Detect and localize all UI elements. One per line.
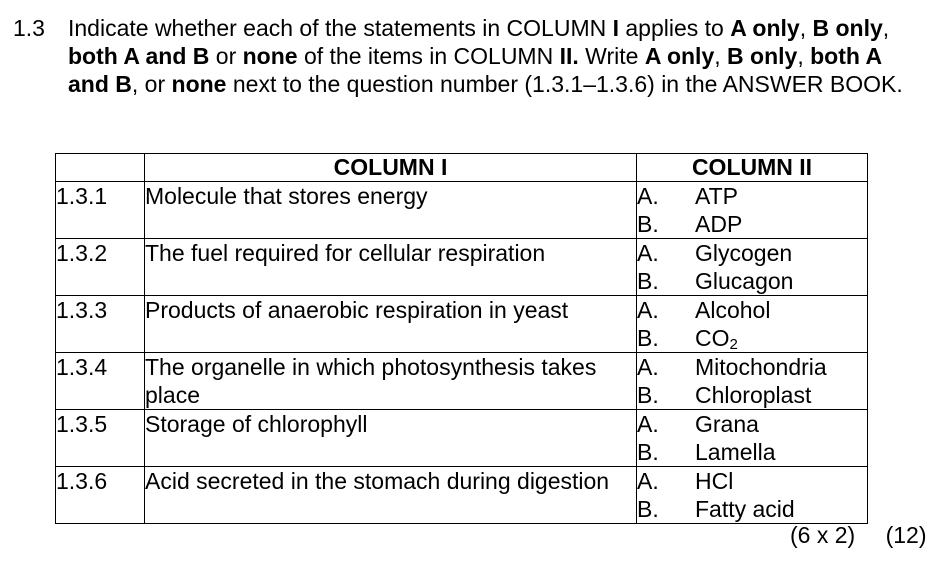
table-row <box>56 296 868 353</box>
marks-allocation <box>790 521 926 549</box>
row-number: 1.3.2 <box>56 239 145 296</box>
instruction-fragment: next to the question number (1.3.1–1.3.6) in the ANSWER BOOK. <box>226 71 903 97</box>
options-cell <box>637 467 868 524</box>
table-row <box>56 353 868 410</box>
instruction-fragment: , <box>714 43 728 69</box>
option-item <box>637 267 867 295</box>
table-row <box>56 182 868 239</box>
option-text: Chloroplast <box>695 382 812 408</box>
option-letter: B. <box>637 325 659 351</box>
option-letter: B. <box>637 439 659 465</box>
option-text: Mitochondria <box>695 354 827 380</box>
row-number: 1.3.3 <box>56 296 145 353</box>
marks-calculation: (6 x 2) <box>790 522 856 548</box>
instruction-fragment: Write <box>578 43 645 69</box>
instruction-bold-fragment: I <box>612 15 619 41</box>
option-item <box>637 381 867 409</box>
option-letter: A. <box>637 183 659 209</box>
option-letter: B. <box>637 496 659 522</box>
instruction-bold-fragment: II. <box>559 43 579 69</box>
statement-cell: Molecule that stores energy <box>145 182 637 239</box>
instruction-bold-fragment: A only <box>644 43 715 69</box>
option-letter: B. <box>637 211 659 237</box>
instruction-fragment: , <box>799 15 813 41</box>
option-text: ADP <box>695 211 743 237</box>
row-number: 1.3.1 <box>56 182 145 239</box>
option-item <box>637 239 867 267</box>
marks-total: (12) <box>885 522 927 548</box>
table-row <box>56 410 868 467</box>
table-row <box>56 467 868 524</box>
matching-table <box>55 153 868 524</box>
option-text: Glycogen <box>695 240 793 266</box>
instruction-fragment: applies to <box>619 15 731 41</box>
option-text: Glucagon <box>695 268 794 294</box>
instruction-fragment: Indicate whether each of the statements in COLUMN <box>68 15 613 41</box>
option-item <box>637 324 867 352</box>
statement-cell: The organelle in which photosynthesis takes place <box>145 353 637 410</box>
option-letter: B. <box>637 268 659 294</box>
table-body <box>56 182 868 524</box>
row-number: 1.3.6 <box>56 467 145 524</box>
table-header-row <box>56 154 868 182</box>
column-2-header: COLUMN II <box>637 154 868 182</box>
option-text: Lamella <box>695 439 776 465</box>
instruction-bold-fragment: B only <box>812 15 883 41</box>
option-letter: A. <box>637 297 659 323</box>
option-item <box>637 353 867 381</box>
option-text: CO <box>695 325 730 351</box>
option-text: ATP <box>695 183 739 209</box>
instruction-fragment: , <box>882 15 890 41</box>
instruction-bold-fragment: none <box>242 43 298 69</box>
option-text: Grana <box>695 411 759 437</box>
option-text: Fatty acid <box>695 496 795 522</box>
options-cell <box>637 239 868 296</box>
row-number: 1.3.4 <box>56 353 145 410</box>
options-cell <box>637 410 868 467</box>
instruction-bold-fragment: A only <box>730 15 800 41</box>
instruction-fragment: of the items in COLUMN <box>297 43 560 69</box>
instruction-bold-fragment: both A and B <box>68 43 882 97</box>
instruction-bold-fragment: B only <box>727 43 798 69</box>
instruction-fragment: , or <box>131 71 172 97</box>
options-cell <box>637 353 868 410</box>
statement-cell: Storage of chlorophyll <box>145 410 637 467</box>
option-letter: A. <box>637 411 659 437</box>
question-instruction <box>68 14 928 98</box>
option-text: HCl <box>695 468 734 494</box>
header-blank-cell <box>56 154 145 182</box>
statement-cell: Acid secreted in the stomach during digestion <box>145 467 637 524</box>
options-cell <box>637 296 868 353</box>
option-text: Alcohol <box>695 297 771 323</box>
statement-cell: Products of anaerobic respiration in yeast <box>145 296 637 353</box>
option-letter: A. <box>637 240 659 266</box>
option-item <box>637 410 867 438</box>
column-1-header: COLUMN I <box>145 154 637 182</box>
option-item <box>637 467 867 495</box>
instruction-fragment: or <box>209 43 243 69</box>
option-letter: B. <box>637 382 659 408</box>
option-item <box>637 210 867 238</box>
option-letter: A. <box>637 468 659 494</box>
instruction-fragment: , <box>797 43 811 69</box>
option-item <box>637 182 867 210</box>
instruction-bold-fragment: both A and B <box>68 43 210 69</box>
question-number: 1.3 <box>13 15 45 41</box>
option-item <box>637 296 867 324</box>
option-item <box>637 495 867 523</box>
option-letter: A. <box>637 354 659 380</box>
statement-cell: The fuel required for cellular respiration <box>145 239 637 296</box>
option-subscript: 2 <box>729 336 738 353</box>
option-item <box>637 438 867 466</box>
instruction-bold-fragment: none <box>171 71 227 97</box>
options-cell <box>637 182 868 239</box>
row-number: 1.3.5 <box>56 410 145 467</box>
table-row <box>56 239 868 296</box>
